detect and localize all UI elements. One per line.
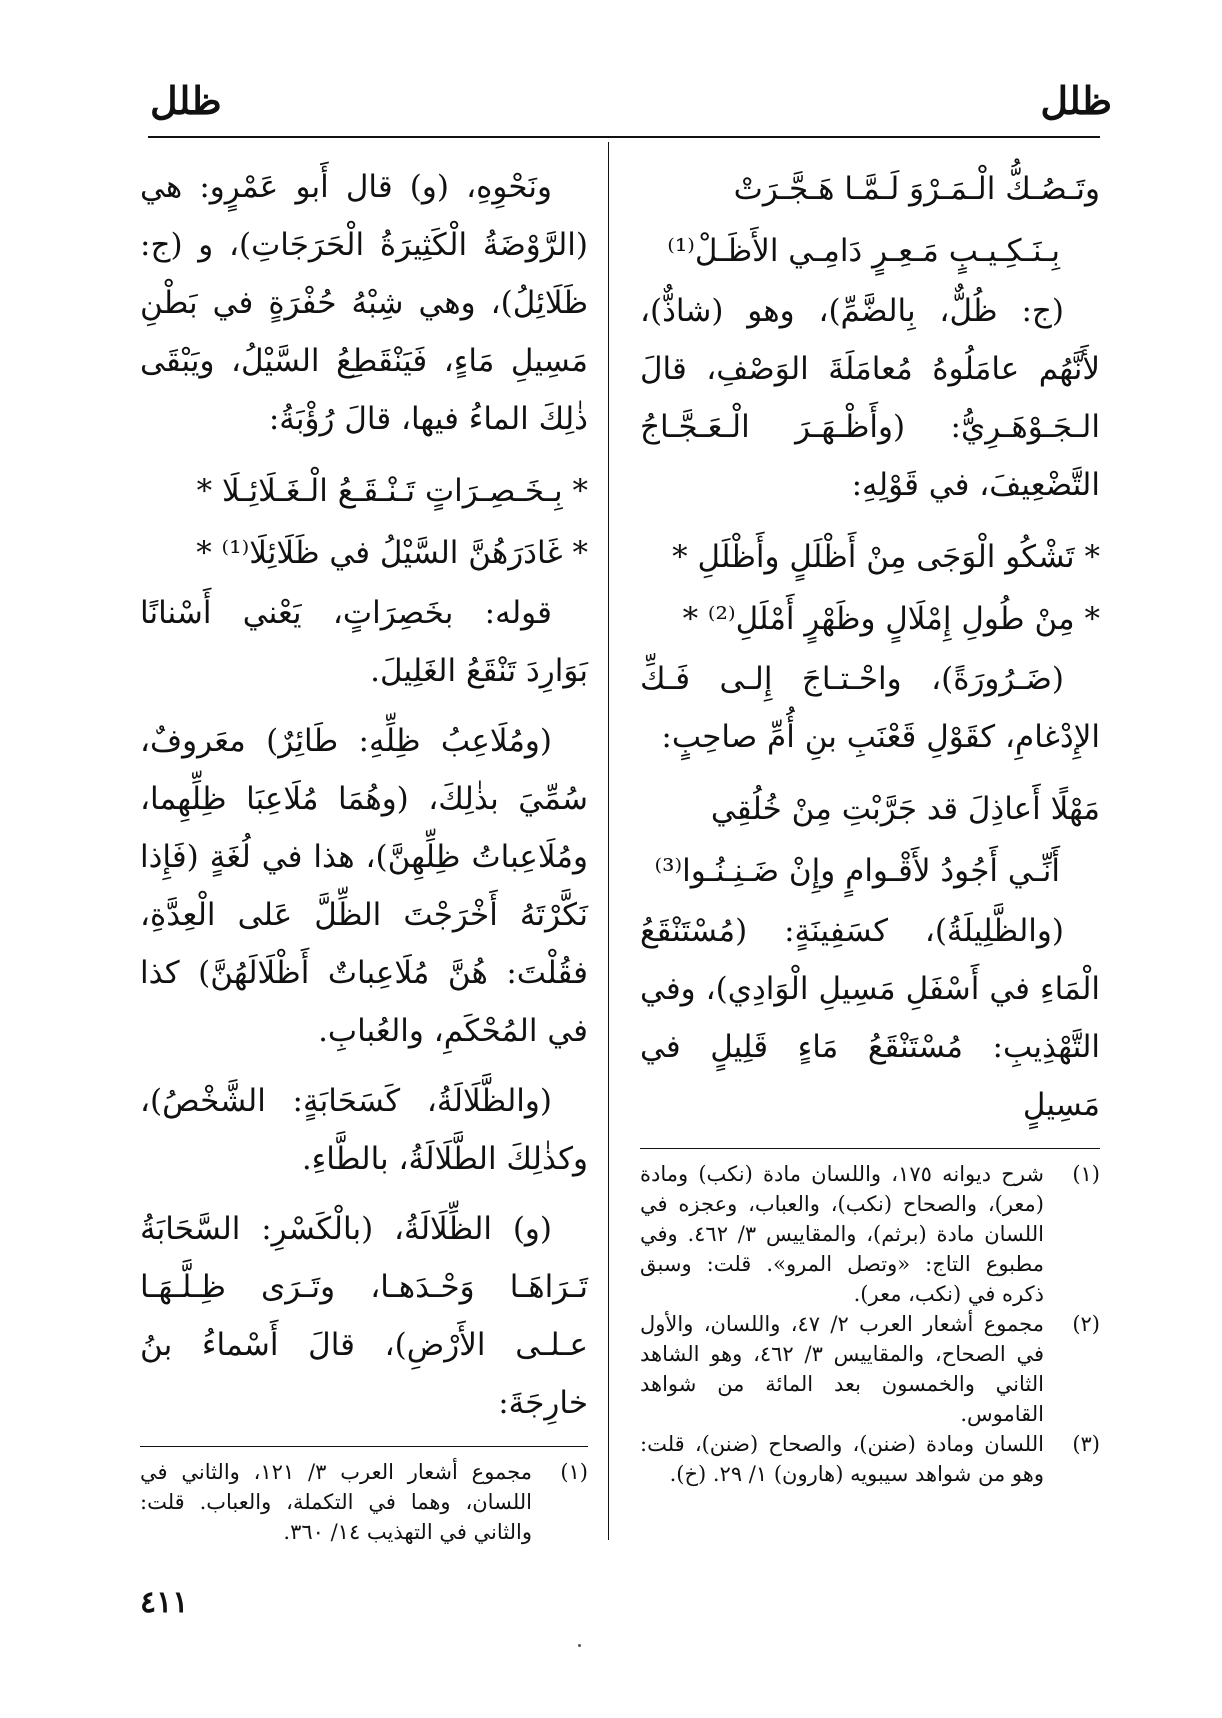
paragraph: (و) الظِّلَالَةُ، (بالْكَسْرِ: السَّحَابَةُ تَـرَاهَـا وَحْـدَهـا، وتَـرَى ظِـلَّـهَـا عـلـى الأَرْضِ)، قالَ أَسْماءُ بنُ خارِجَةَ: bbox=[140, 1211, 588, 1421]
left-footnote-rule bbox=[140, 1446, 588, 1447]
paragraph-gap bbox=[140, 1060, 588, 1072]
right-column-body bbox=[640, 158, 1100, 1134]
footnote-number: (٣) bbox=[1072, 1432, 1100, 1456]
header-rule bbox=[148, 136, 1100, 138]
paragraph: ونَحْوِهِ، (و) قال أَبو عَمْرٍو: هي (الرَّوْضَةُ الْكَثِيرَةُ الْحَرَجَاتِ)، و (ج: ظَلَائِلُ)، وهي شِبْهُ حُفْرَةٍ في بَطْنِ مَسِيلِ مَاءٍ، فَيَنْقَطِعُ السَّيْلُ، ويَبْقَى ذٰلِكَ الماءُ فيها، قالَ رُؤْبَةُ: bbox=[140, 169, 588, 437]
paragraph: قوله: بخَصِرَاتٍ، يَعْني أَسْنانًا بَوَارِدَ تَنْقَعُ الغَلِيلَ. bbox=[140, 595, 588, 689]
paragraph-gap bbox=[140, 1188, 588, 1200]
footnote bbox=[640, 1159, 1100, 1309]
paragraph-gap bbox=[140, 700, 588, 712]
footnote-number: (٢) bbox=[1072, 1312, 1100, 1336]
page-number: ٤١١ bbox=[140, 1585, 189, 1620]
footnote bbox=[640, 1429, 1100, 1489]
paragraph: (ومُلَاعِبُ ظِلِّهِ: طَائِرٌ) معَروفٌ، سُمِّيَ بذٰلِكَ، (وهُمَا مُلَاعِبَا ظِلِّهِما، ومُلَاعِباتُ ظِلِّهِنَّ)، هذا في لُغَةٍ (فَإِذا نَكَّرْتَهُ أَخْرَجْتَ الظِّلَّ عَلى الْعِدَّةِ، فقُلْتَ: هُنَّ مُلَاعِباتٌ أَظْلَالَهُنَّ) كذا في المُحْكَمِ، والعُبابِ. bbox=[140, 723, 588, 1049]
paragraph: (والظَّلِيلَةُ)، كسَفِينَةٍ: (مُسْتَنْقَعُ الْمَاءِ في أَسْفَلِ مَسِيلِ الْوَادِي)، وفي التَّهْذِيبِ: مُسْتَنْقَعُ مَاءٍ قَلِيلٍ في مَسِيلٍ bbox=[640, 913, 1100, 1123]
verse-line: * بِـخَـصِـرَاتٍ تَـنْـقَـعُ الْـغَـلَائِـلَا * bbox=[196, 473, 588, 509]
column-separator bbox=[608, 142, 609, 1540]
paragraph-gap bbox=[640, 766, 1100, 778]
left-column-body bbox=[140, 158, 588, 1432]
verse-line: مَهْلًا أَعاذِلَ قد جَرَّبْتِ مِنْ خُلُقِي bbox=[710, 791, 1100, 827]
footnote bbox=[140, 1457, 588, 1547]
paragraph-gap bbox=[140, 448, 588, 460]
paragraph: (والظَّلَالَةُ، كَسَحَابَةٍ: الشَّخْصُ)، وكذٰلِكَ الطَّلَالَةُ، بالطَّاءِ. bbox=[140, 1083, 588, 1177]
footnote-number: (١) bbox=[1072, 1162, 1100, 1186]
right-footnotes bbox=[640, 1159, 1100, 1489]
paragraph: (ج: ظُلٌّ، بِالضَّمِّ)، وهو (شاذٌّ)، لأَنَّهُم عامَلُوهُ مُعامَلَةَ الوَصْفِ، قالَ الـجَـوْهَـرِيُّ: (وأَظْـهَـرَ الْـعَـجَّـاجُ التَّضْعِيفَ، في قَوْلِهِ: bbox=[640, 293, 1100, 503]
left-column bbox=[140, 158, 588, 1547]
verse-line: وتَـصُـكُّ الْـمَـرْوَ لَـمَّـا هَـجَّـرَتْ bbox=[733, 171, 1100, 207]
verse-line: * غَادَرَهُنَّ السَّيْلُ في ظَلَائِلَا⁽¹⁾ * bbox=[196, 535, 588, 571]
header-entry-word-left: ظلل bbox=[150, 78, 222, 123]
footnote-text: اللسان ومادة (ضنن)، والصحاح (ضنن)، قلت: وهو من شواهد سيبويه (هارون) ١/ ٢٩. (خ). bbox=[640, 1432, 1044, 1486]
footnote bbox=[640, 1309, 1100, 1429]
verse-line: * مِنْ طُولِ إِمْلَالٍ وظَهْرٍ أَمْلَلِ⁽²⁾ * bbox=[682, 601, 1100, 637]
paragraph-gap bbox=[640, 514, 1100, 526]
footnote-text: مجموع أشعار العرب ٢/ ٤٧، واللسان، والأول في الصحاح، والمقاييس ٣/ ٤٦٢، وهو الشاهد الثاني والخمسون بعد المائة من شواهد القاموس. bbox=[640, 1312, 1044, 1426]
verse-line: أَنِّـي أَجُودُ لأَقْـوامٍ وإِنْ ضَـنِـنُـوا⁽³⁾ bbox=[654, 853, 1060, 889]
footnote-text: مجموع أشعار العرب ٣/ ١٢١، والثاني في اللسان، وهما في التكملة، والعباب. قلت: والثاني في التهذيب ١٤/ ٣٦٠. bbox=[140, 1460, 532, 1544]
footnote-text: شرح ديوانه ١٧٥، واللسان مادة (نكب) ومادة (معر)، والصحاح (نكب)، والعباب، وعجزه في اللسان مادة (برثم)، والمقاييس ٣/ ٤٦٢. وفي مطبوع التاج: «وتصل المرو». قلت: وسبق ذكره في (نكب، معر). bbox=[640, 1162, 1045, 1306]
header-entry-word-right: ظلل bbox=[1040, 78, 1112, 123]
right-column bbox=[640, 158, 1100, 1489]
right-footnote-rule bbox=[640, 1148, 1100, 1149]
left-footnotes bbox=[140, 1457, 588, 1547]
verse-line: بِـنَـكِـيـبٍ مَـعِـرٍ دَامِـي الأَظَـلْ⁽¹⁾ bbox=[667, 233, 1060, 269]
paragraph: (ضَـرُورَةً)، واحْـتـاجَ إِلـى فَـكِّ الإِدْغامِ، كقَوْلِ قَعْنَبِ بنِ أُمِّ صاحِبٍ: bbox=[640, 661, 1100, 755]
verse-line: * تَشْكُو الْوَجَى مِنْ أَظْلَلٍ وأَظْلَلِ * bbox=[672, 539, 1100, 575]
footnote-number: (١) bbox=[560, 1460, 588, 1484]
scan-mark bbox=[578, 1644, 581, 1647]
